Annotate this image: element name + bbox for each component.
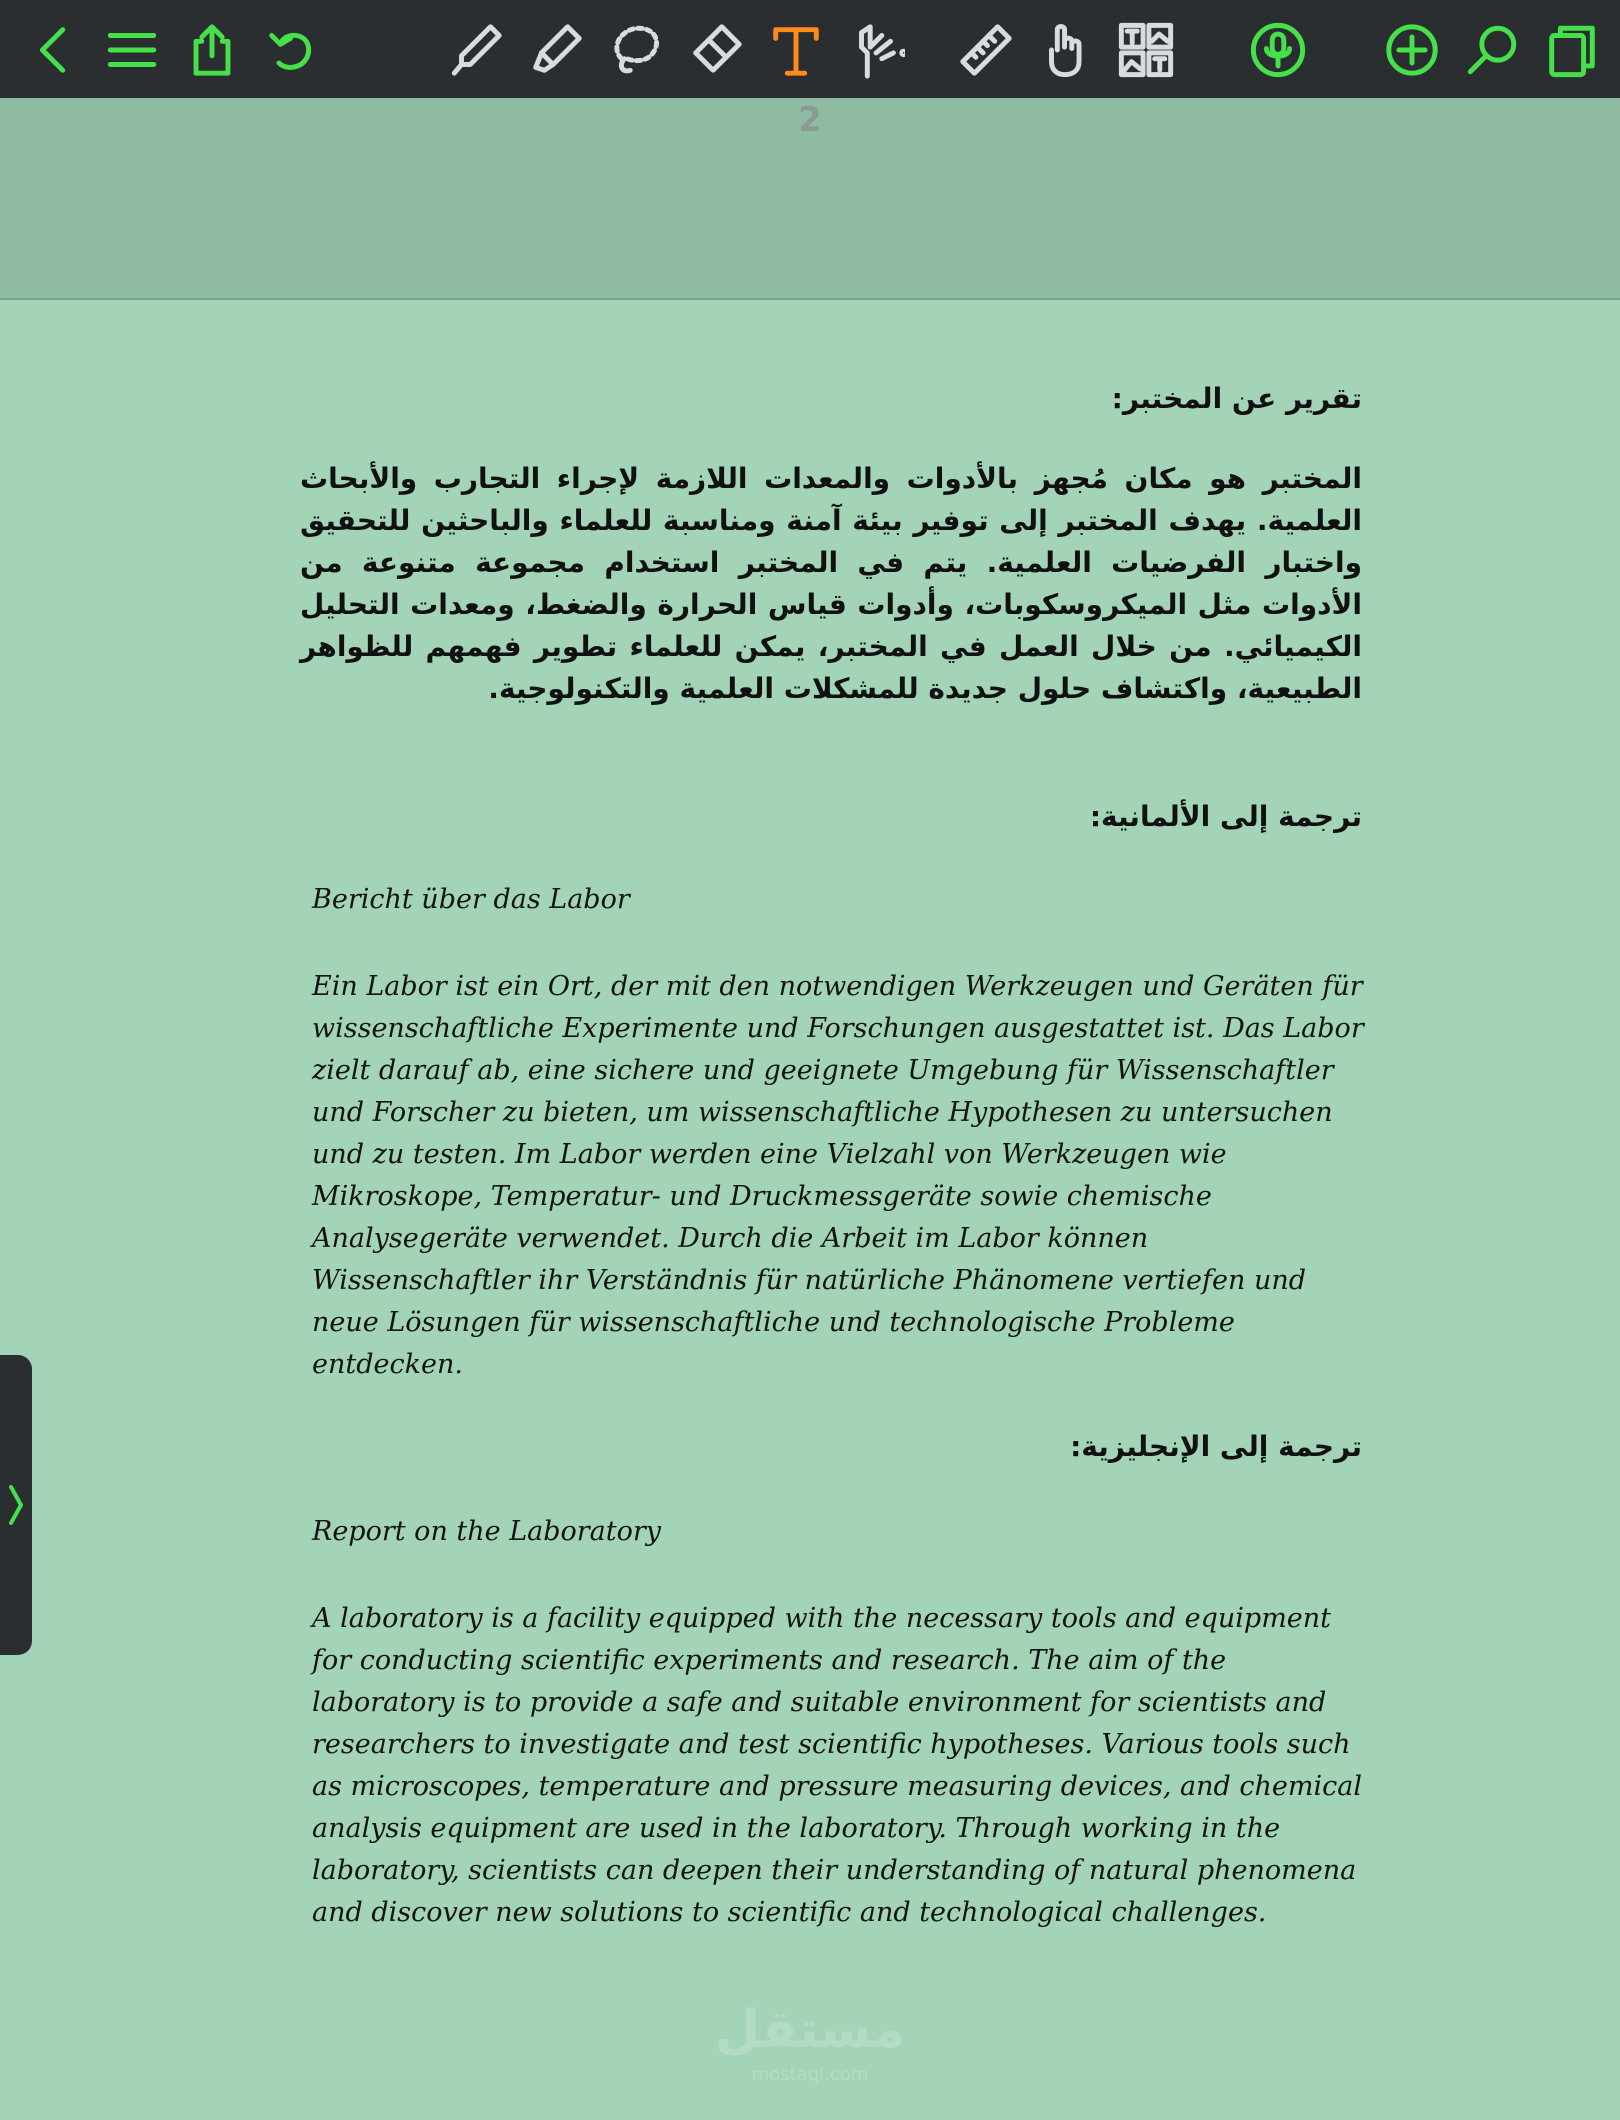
page-number: 2 [798, 100, 822, 140]
templates-icon[interactable] [1114, 18, 1178, 82]
german-title: Bericht über das Labor [312, 884, 630, 915]
ruler-icon[interactable] [954, 18, 1018, 82]
english-title: Report on the Laboratory [312, 1516, 662, 1547]
share-icon[interactable] [180, 18, 244, 82]
eraser-icon[interactable] [684, 18, 748, 82]
arabic-title: تقرير عن المختبر: [1111, 382, 1362, 415]
english-translation-heading: ترجمة إلى الإنجليزية: [1070, 1430, 1362, 1463]
english-body: A laboratory is a facility equipped with the necessary tools and equipment for conducting scientific experiments and research. The aim of the laboratory is to provide a safe and suitable environment for scientists and researchers to investigate and test scientific hypotheses. Various tools such as microscopes, temperature and pressure measuring devices, and chemical analysis equipment are used in the laboratory. Through working in the laboratory, scientists can deepen their understanding of natural phenomena and discover new solutions to scientific and technological challenges. [312, 1603, 1362, 1928]
microphone-icon[interactable] [1246, 18, 1310, 82]
watermark-logo [700, 2000, 920, 2100]
pages-icon[interactable] [1540, 18, 1604, 82]
arabic-body: المختبر هو مكان مُجهز بالأدوات والمعدات اللازمة لإجراء التجارب والأبحاث العلمية. يهدف المختبر إلى توفير بيئة آمنة ومناسبة للعلماء والباحثين للتحقيق واختبار الفرضيات العلمية. يتم في المختبر استخدام مجموعة متنوعة من الأدوات مثل الميكروسكوبات، وأدوات قياس الحرارة والضغط، ومعدات التحليل الكيميائي. من خلال العمل في المختبر، يمكن للعلماء تطوير فهمهم للظواهر الطبيعية، واكتشاف حلول جديدة للمشكلات العلمية والتكنولوجية. [300, 462, 1362, 705]
watermark-sub: mostaql.com [751, 2064, 869, 2085]
pen-icon[interactable] [444, 18, 508, 82]
lasso-icon[interactable] [604, 18, 668, 82]
text-icon[interactable] [764, 18, 828, 82]
search-icon[interactable] [1460, 18, 1524, 82]
top-toolbar [0, 0, 1620, 98]
undo-icon[interactable] [260, 18, 324, 82]
german-translation-heading: ترجمة إلى الألمانية: [1089, 800, 1362, 833]
chevron-right-icon [3, 1475, 29, 1535]
back-icon[interactable] [22, 18, 86, 82]
list-icon[interactable] [100, 18, 164, 82]
pointer-tool-icon[interactable] [844, 18, 908, 82]
hand-icon[interactable] [1034, 18, 1098, 82]
german-body: Ein Labor ist ein Ort, der mit den notwendigen Werkzeugen und Geräten für wissenschaftliche Experimente und Forschungen ausgestattet ist. Das Labor zielt darauf ab, eine sichere und geeignete Umgebung für Wissenschaftler und Forscher zu bieten, um wissenschaftliche Hypothesen zu untersuchen und zu testen. Im Labor werden eine Vielzahl von Werkzeugen wie Mikroskope, Temperatur- und Druckmessgeräte sowie chemische Analysegeräte verwendet. Durch die Arbeit im Labor können Wissenschaftler ihr Verständnis für natürliche Phänomene vertiefen und neue Lösungen für wissenschaftliche und technologische Probleme entdecken. [312, 971, 1364, 1380]
watermark-text: مستقل [714, 2000, 906, 2060]
add-icon[interactable] [1380, 18, 1444, 82]
highlighter-icon[interactable] [524, 18, 588, 82]
sidebar-toggle[interactable] [0, 1355, 32, 1655]
